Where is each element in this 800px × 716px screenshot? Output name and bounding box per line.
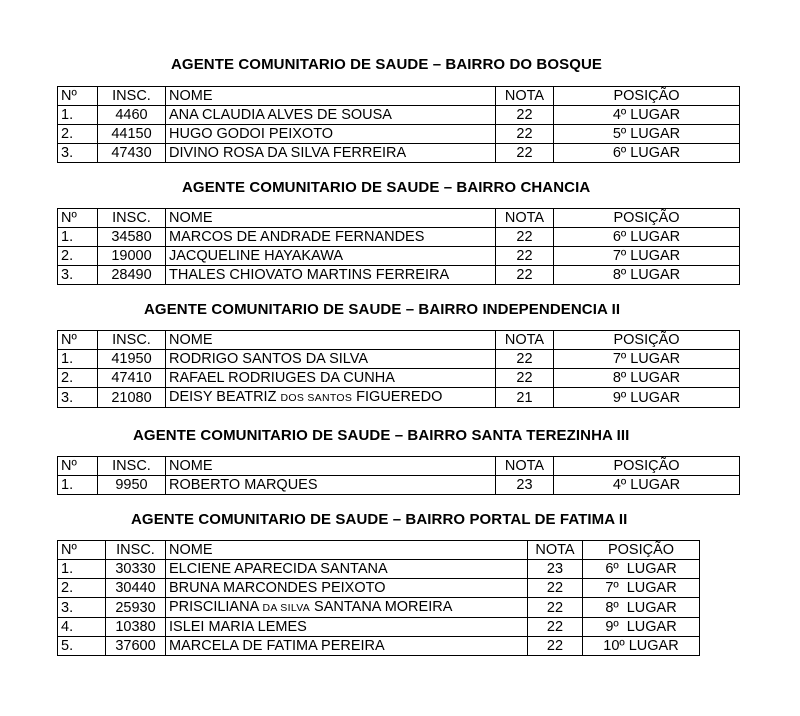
row-nome-part: PRISCILIANA	[169, 599, 263, 615]
row-insc: 10380	[106, 618, 166, 637]
row-insc: 41950	[98, 350, 166, 369]
row-posicao: 8º LUGAR	[554, 266, 740, 285]
row-nota: 22	[528, 618, 583, 637]
header-nome: NOME	[166, 457, 496, 476]
row-nota: 21	[496, 388, 554, 408]
row-posicao: 9º LUGAR	[583, 618, 700, 637]
row-nome: ANA CLAUDIA ALVES DE SOUSA	[166, 106, 496, 125]
table-header-row	[58, 457, 740, 476]
row-nota: 22	[528, 579, 583, 598]
row-nome: DIVINO ROSA DA SILVA FERREIRA	[166, 144, 496, 163]
row-posicao: 5º LUGAR	[554, 125, 740, 144]
row-nome-part: SANTANA MOREIRA	[310, 599, 453, 615]
row-insc: 37600	[106, 637, 166, 656]
row-posicao: 8º LUGAR	[583, 598, 700, 618]
results-table-santa-terezinha	[57, 456, 740, 495]
header-insc: INSC.	[98, 87, 166, 106]
table-header-row	[58, 541, 700, 560]
row-insc: 30330	[106, 560, 166, 579]
row-num: 1.	[58, 476, 98, 495]
row-posicao: 7º LUGAR	[583, 579, 700, 598]
row-nota: 22	[496, 266, 554, 285]
row-posicao: 9º LUGAR	[554, 388, 740, 408]
results-table-chancia	[57, 208, 740, 285]
row-num: 2.	[58, 247, 98, 266]
row-posicao: 6º LUGAR	[554, 228, 740, 247]
row-posicao: 6º LUGAR	[554, 144, 740, 163]
row-nota: 23	[528, 560, 583, 579]
row-posicao: 4º LUGAR	[554, 476, 740, 495]
table-row	[58, 106, 740, 125]
row-nome-part-small: DA SILVA	[262, 602, 311, 614]
row-nome: RODRIGO SANTOS DA SILVA	[166, 350, 496, 369]
section-title-independencia: AGENTE COMUNITARIO DE SAUDE – BAIRRO INDEPENDENCIA II	[144, 301, 621, 318]
row-nota: 22	[496, 228, 554, 247]
row-posicao: 4º LUGAR	[554, 106, 740, 125]
table-row	[58, 388, 740, 408]
row-insc: 34580	[98, 228, 166, 247]
row-num: 1.	[58, 228, 98, 247]
row-insc: 47410	[98, 369, 166, 388]
header-nota: NOTA	[496, 87, 554, 106]
row-nota: 23	[496, 476, 554, 495]
header-posicao: POSIÇÃO	[554, 209, 740, 228]
row-posicao: 10º LUGAR	[583, 637, 700, 656]
header-posicao: POSIÇÃO	[583, 541, 700, 560]
row-nota: 22	[528, 637, 583, 656]
row-num: 3.	[58, 598, 106, 618]
row-nome: ISLEI MARIA LEMES	[166, 618, 528, 637]
table-row	[58, 579, 700, 598]
header-insc: INSC.	[98, 457, 166, 476]
row-nota: 22	[496, 247, 554, 266]
header-nota: NOTA	[496, 457, 554, 476]
row-num: 2.	[58, 579, 106, 598]
header-insc: INSC.	[106, 541, 166, 560]
header-nota: NOTA	[528, 541, 583, 560]
header-nome: NOME	[166, 331, 496, 350]
header-nome: NOME	[166, 541, 528, 560]
header-num: Nº	[58, 541, 106, 560]
row-nota: 22	[528, 598, 583, 618]
results-table-portal-de-fatima	[57, 540, 700, 656]
row-nome: ROBERTO MARQUES	[166, 476, 496, 495]
header-nota: NOTA	[496, 331, 554, 350]
row-num: 1.	[58, 350, 98, 369]
header-num: Nº	[58, 209, 98, 228]
row-nome: BRUNA MARCONDES PEIXOTO	[166, 579, 528, 598]
table-row	[58, 618, 700, 637]
row-posicao: 6º LUGAR	[583, 560, 700, 579]
section-title-bosque: AGENTE COMUNITARIO DE SAUDE – BAIRRO DO BOSQUE	[171, 56, 603, 73]
row-nome	[166, 388, 496, 408]
results-table-independencia	[57, 330, 740, 408]
row-num: 1.	[58, 560, 106, 579]
row-insc: 4460	[98, 106, 166, 125]
row-nome: RAFAEL RODRIUGES DA CUNHA	[166, 369, 496, 388]
table-row	[58, 228, 740, 247]
table-row	[58, 350, 740, 369]
row-insc: 47430	[98, 144, 166, 163]
header-num: Nº	[58, 331, 98, 350]
row-num: 3.	[58, 266, 98, 285]
table-row	[58, 598, 700, 618]
table-row	[58, 247, 740, 266]
header-insc: INSC.	[98, 331, 166, 350]
row-insc: 19000	[98, 247, 166, 266]
row-nome: ELCIENE APARECIDA SANTANA	[166, 560, 528, 579]
header-num: Nº	[58, 457, 98, 476]
row-num: 4.	[58, 618, 106, 637]
row-nome	[166, 598, 528, 618]
header-nota: NOTA	[496, 209, 554, 228]
row-nome-part: DEISY BEATRIZ	[169, 389, 281, 405]
row-nome: MARCELA DE FATIMA PEREIRA	[166, 637, 528, 656]
table-row	[58, 125, 740, 144]
table-row	[58, 637, 700, 656]
table-row	[58, 369, 740, 388]
header-nome: NOME	[166, 87, 496, 106]
row-nota: 22	[496, 350, 554, 369]
table-row	[58, 266, 740, 285]
header-posicao: POSIÇÃO	[554, 457, 740, 476]
row-nome: HUGO GODOI PEIXOTO	[166, 125, 496, 144]
row-insc: 28490	[98, 266, 166, 285]
table-header-row	[58, 331, 740, 350]
row-insc: 21080	[98, 388, 166, 408]
row-posicao: 7º LUGAR	[554, 247, 740, 266]
header-posicao: POSIÇÃO	[554, 87, 740, 106]
row-posicao: 8º LUGAR	[554, 369, 740, 388]
row-nome: JACQUELINE HAYAKAWA	[166, 247, 496, 266]
row-insc: 9950	[98, 476, 166, 495]
header-posicao: POSIÇÃO	[554, 331, 740, 350]
row-nota: 22	[496, 144, 554, 163]
row-posicao: 7º LUGAR	[554, 350, 740, 369]
row-num: 1.	[58, 106, 98, 125]
row-nota: 22	[496, 369, 554, 388]
row-insc: 25930	[106, 598, 166, 618]
row-nome-part: FIGUEREDO	[352, 389, 443, 405]
row-insc: 44150	[98, 125, 166, 144]
row-num: 3.	[58, 388, 98, 408]
row-num: 5.	[58, 637, 106, 656]
section-title-chancia: AGENTE COMUNITARIO DE SAUDE – BAIRRO CHANCIA	[182, 179, 591, 196]
row-nota: 22	[496, 106, 554, 125]
row-num: 2.	[58, 125, 98, 144]
row-num: 3.	[58, 144, 98, 163]
row-nome: MARCOS DE ANDRADE FERNANDES	[166, 228, 496, 247]
row-nome-part-small: DOS SANTOS	[280, 392, 353, 404]
header-insc: INSC.	[98, 209, 166, 228]
header-nome: NOME	[166, 209, 496, 228]
table-row	[58, 144, 740, 163]
results-table-bosque	[57, 86, 740, 163]
table-header-row	[58, 87, 740, 106]
row-insc: 30440	[106, 579, 166, 598]
table-row	[58, 476, 740, 495]
row-nome: THALES CHIOVATO MARTINS FERREIRA	[166, 266, 496, 285]
section-title-portal-de-fatima: AGENTE COMUNITARIO DE SAUDE – BAIRRO PORTAL DE FATIMA II	[131, 511, 628, 528]
row-nota: 22	[496, 125, 554, 144]
table-row	[58, 560, 700, 579]
header-num: Nº	[58, 87, 98, 106]
table-header-row	[58, 209, 740, 228]
section-title-santa-terezinha: AGENTE COMUNITARIO DE SAUDE – BAIRRO SANTA TEREZINHA III	[133, 427, 630, 444]
row-num: 2.	[58, 369, 98, 388]
